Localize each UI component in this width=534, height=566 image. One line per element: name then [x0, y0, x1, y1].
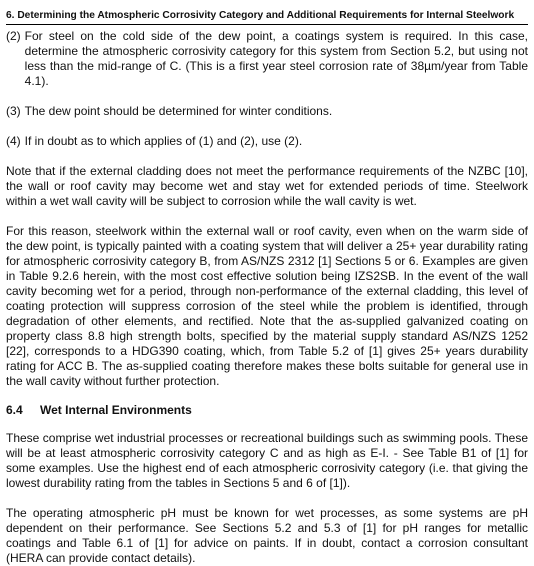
item-number: (4) — [6, 134, 21, 148]
section-title: Wet Internal Environments — [40, 403, 192, 417]
item-number: (2) — [6, 29, 21, 43]
section-number: 6.4 — [6, 403, 23, 417]
cladding-note-paragraph: Note that if the external cladding does not meet the performance requirements of the NZBC [10], the wall or roof cavity may become wet and stay wet for extended periods of time. Steelwork within a wet wall cavity will be subject to corrosion while the wall cavity is wet. — [6, 164, 528, 208]
item-number: (3) — [6, 104, 21, 118]
item-text: If in doubt as to which applies of (1) and (2), use (2). — [24, 134, 303, 148]
document-page — [6, 0, 528, 566]
numbered-item-2 — [6, 29, 528, 89]
numbered-item-4 — [6, 134, 528, 149]
numbered-item-3 — [6, 104, 528, 119]
running-header: 6. Determining the Atmospheric Corrosivity Category and Additional Requirements for Internal Steelwork — [6, 0, 528, 25]
wall-cavity-paragraph: For this reason, steelwork within the external wall or roof cavity, even when on the warm side of the dew point, is typically painted with a coating system that will deliver a 25+ year durability rating for atmospheric corrosivity category B, from AS/NZS 2312 [1] Sections 5 or 6. Examples are given in Table 9.2.6 herein, with the most cost effective solution being IZS2SB. In the event of the wall cavity becoming wet for a period, through non-performance of the external cladding, this level of coating protection will suppress corrosion of the steel while the problem is identified, through degradation of other elements, and rectified. Note that the as-supplied galvanized coating on property class 8.8 high strength bolts, specified by the material supply standard AS/NZS 1252 [22], corresponds to a HDG390 coating, which, from Table 5.2 of [1] gives 25+ years durability rating for ACC B. The as-supplied coating therefore makes these bolts suitable for general use in the wall cavity without further protection. — [6, 224, 528, 388]
item-text: For steel on the cold side of the dew point, a coatings system is required. In this case, determine the atmospheric corrosivity category for this system from Section 5.2, but using not less than the mid-range of C. (This is a first year steel corrosion rate of 38µm/year from Table 4.1). — [24, 29, 528, 88]
wet-environments-paragraph: These comprise wet industrial processes or recreational buildings such as swimming pools. These will be at least atmospheric corrosivity category C and as high as E-I. - See Table B1 of [1] for some examples. Use the highest end of each atmospheric corrosivity category (i.e. that giving the lowest durability rating from the tables in Sections 5 and 6 of [1]). — [6, 431, 528, 490]
ph-paragraph: The operating atmospheric pH must be known for wet processes, as some systems are pH dependent on their performance. See Sections 5.2 and 5.3 of [1] for pH ranges for metallic coatings and Table 6.1 of [1] for advice on paints. If in doubt, contact a corrosion consultant (HERA can provide contact details). — [6, 506, 528, 565]
section-heading — [6, 403, 528, 417]
item-text: The dew point should be determined for winter conditions. — [24, 104, 333, 118]
